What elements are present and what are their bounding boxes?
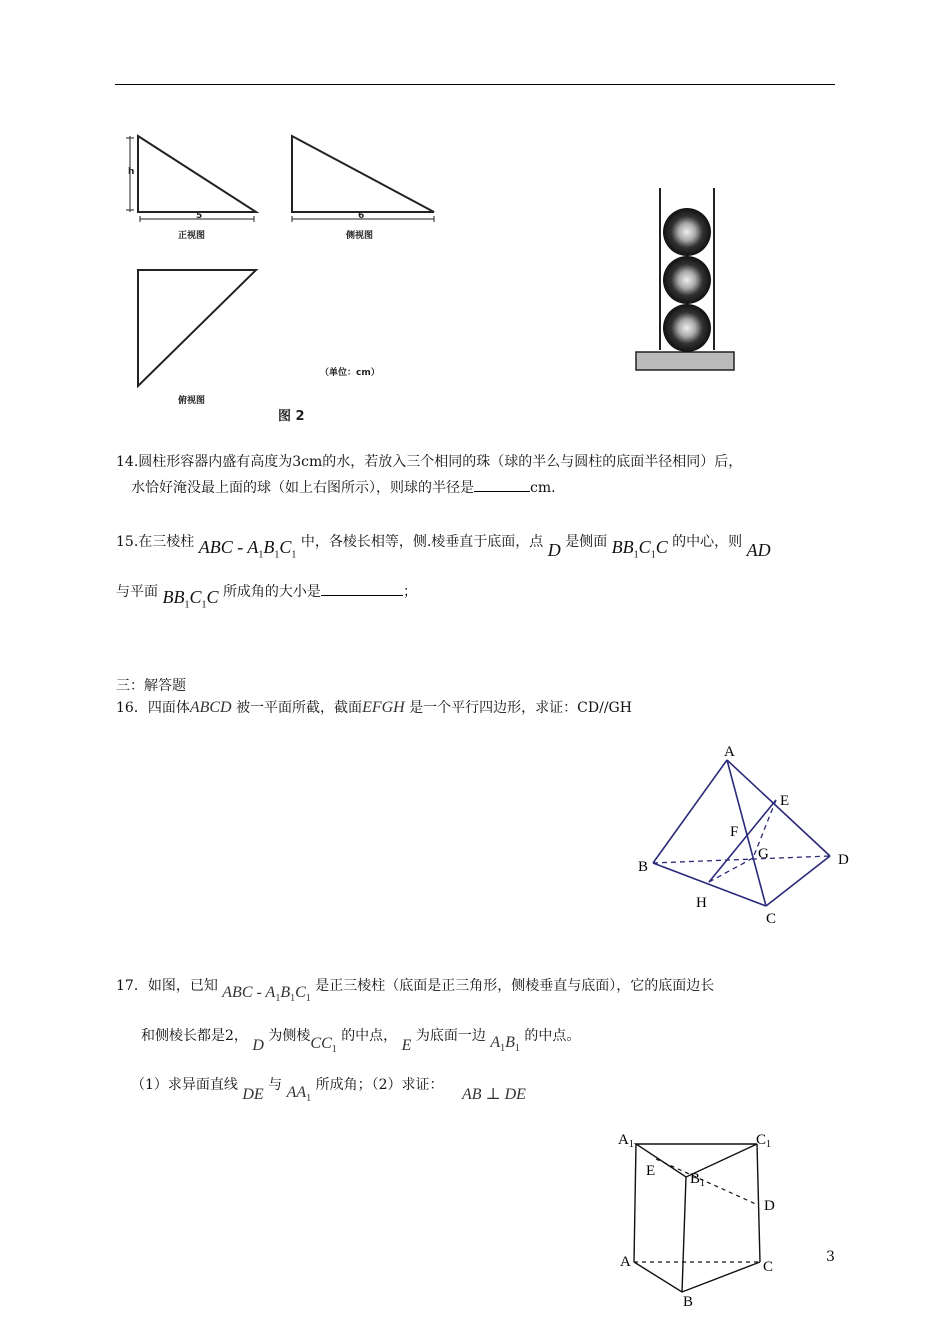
q17-math-perp: AB ⊥ DE bbox=[461, 1086, 526, 1103]
sphere-bottom bbox=[663, 304, 711, 352]
q15-math-plane: $BB_1C_1C$ bbox=[162, 587, 219, 611]
q14-line2 bbox=[131, 478, 556, 498]
q15-line2 bbox=[116, 580, 417, 609]
q15-text-6: 所成角的大小是 bbox=[222, 584, 321, 600]
sphere-middle bbox=[663, 256, 711, 304]
q17-math-e: E bbox=[401, 1037, 412, 1054]
q14-text: 水恰好淹没最上面的球（如上右图所示），则球的半径是 bbox=[131, 480, 474, 496]
q17-text-3: 和侧棱长都是2， bbox=[141, 1028, 248, 1044]
q15-answer-blank bbox=[321, 595, 403, 596]
q17-part-2: 所成角；（2）求证： bbox=[315, 1077, 444, 1093]
q17-math-d: D bbox=[252, 1037, 264, 1054]
q14-unit: cm. bbox=[530, 480, 556, 496]
q17-text-4: 为侧棱 bbox=[268, 1028, 311, 1044]
label-g: G bbox=[758, 846, 769, 862]
label-d: D bbox=[764, 1198, 775, 1214]
header-rule bbox=[115, 84, 835, 85]
q17-line3 bbox=[131, 1075, 526, 1105]
q17-math-aa1: $AA_1$ bbox=[286, 1084, 312, 1105]
label-c: C bbox=[766, 911, 777, 927]
q16-math-abcd: ABCD bbox=[189, 699, 232, 716]
sphere-top bbox=[663, 208, 711, 256]
q17-text-7: 的中点。 bbox=[524, 1028, 581, 1044]
q16-text-3: 是一个平行四边形，求证：CD//GH bbox=[409, 700, 632, 716]
cylinder-spheres-figure bbox=[632, 188, 742, 378]
q17-line2 bbox=[141, 1026, 581, 1056]
q17-part-1: （1）求异面直线 bbox=[131, 1077, 238, 1093]
three-view-figure bbox=[118, 128, 538, 428]
side-view-caption: 侧视图 bbox=[346, 231, 374, 241]
front-width-dim: 5 bbox=[196, 211, 203, 221]
q17-math-prism: ABC - $A_1B_1C_1$ bbox=[222, 984, 311, 1005]
q17-line1 bbox=[116, 976, 715, 1005]
q17-text-2: 是正三棱柱（底面是正三角形，侧棱垂直与底面），它的底面边长 bbox=[315, 978, 715, 994]
label-a: A bbox=[620, 1254, 631, 1270]
q17-text-5: 的中点， bbox=[341, 1028, 398, 1044]
figure-caption: 图 2 bbox=[278, 409, 305, 424]
label-b1: $B_1$ bbox=[690, 1171, 706, 1189]
q17-math-de: DE bbox=[242, 1086, 264, 1103]
label-a1: $A_1$ bbox=[618, 1132, 634, 1150]
label-c1: $C_1$ bbox=[756, 1132, 772, 1150]
q16-text-1: 16．四面体 bbox=[116, 700, 190, 716]
q14-answer-blank bbox=[474, 491, 530, 492]
label-b: B bbox=[683, 1294, 694, 1310]
q15-math-ad: AD bbox=[746, 540, 771, 560]
q15-math-d: D bbox=[547, 540, 561, 560]
section-title: 三：解答题 bbox=[116, 678, 186, 694]
front-view-caption: 正视图 bbox=[178, 231, 206, 241]
side-width-dim: 6 bbox=[358, 211, 365, 221]
q17-text-1: 17．如图，已知 bbox=[116, 978, 218, 994]
top-view-drawing bbox=[138, 270, 256, 386]
q17-math-cc1: $CC_1$ bbox=[310, 1035, 337, 1056]
q16-text-2: 被一平面所截，截面 bbox=[236, 700, 363, 716]
q15-math-prism: ABC - $A_1B_1C_1$ bbox=[198, 537, 297, 561]
q15-text-1: 15.在三棱柱 bbox=[116, 534, 195, 550]
q17-math-a1b1: $A_1B_1$ bbox=[490, 1034, 520, 1055]
label-b: B bbox=[638, 859, 649, 875]
q15-math-face: $BB_1C_1C$ bbox=[611, 537, 668, 561]
q15-text-3: 是侧面 bbox=[565, 534, 608, 550]
q16-math-efgh: EFGH bbox=[362, 699, 405, 716]
label-e: E bbox=[646, 1163, 656, 1179]
q15-line1 bbox=[116, 530, 771, 559]
top-view-caption: 俯视图 bbox=[178, 396, 206, 406]
front-view-drawing bbox=[126, 136, 256, 222]
q17-text-6: 为底面一边 bbox=[415, 1028, 486, 1044]
label-e: E bbox=[780, 793, 790, 809]
q15-text-2: 中，各棱长相等，侧.棱垂直于底面，点 bbox=[300, 534, 544, 550]
q15-text-7: ； bbox=[402, 584, 417, 600]
prism-figure bbox=[612, 1128, 812, 1308]
q15-text-4: 的中心，则 bbox=[672, 534, 743, 550]
q15-text-5: 与平面 bbox=[116, 584, 158, 600]
side-view-drawing bbox=[292, 136, 434, 222]
label-a: A bbox=[724, 744, 735, 760]
label-c: C bbox=[763, 1259, 774, 1275]
q14-line1: 14.圆柱形容器内盛有高度为3cm的水，若放入三个相同的珠（球的半么与圆柱的底面半径相同）后， bbox=[116, 454, 743, 470]
q17-part-and: 与 bbox=[268, 1077, 283, 1093]
label-f: F bbox=[730, 824, 739, 840]
q16-line bbox=[116, 698, 632, 718]
front-height-dim: h bbox=[128, 167, 135, 177]
tetrahedron-figure bbox=[630, 740, 860, 930]
label-h: H bbox=[696, 895, 707, 911]
unit-label: （单位：cm） bbox=[320, 368, 380, 378]
label-d: D bbox=[838, 852, 849, 868]
page-number: 3 bbox=[826, 1249, 835, 1265]
